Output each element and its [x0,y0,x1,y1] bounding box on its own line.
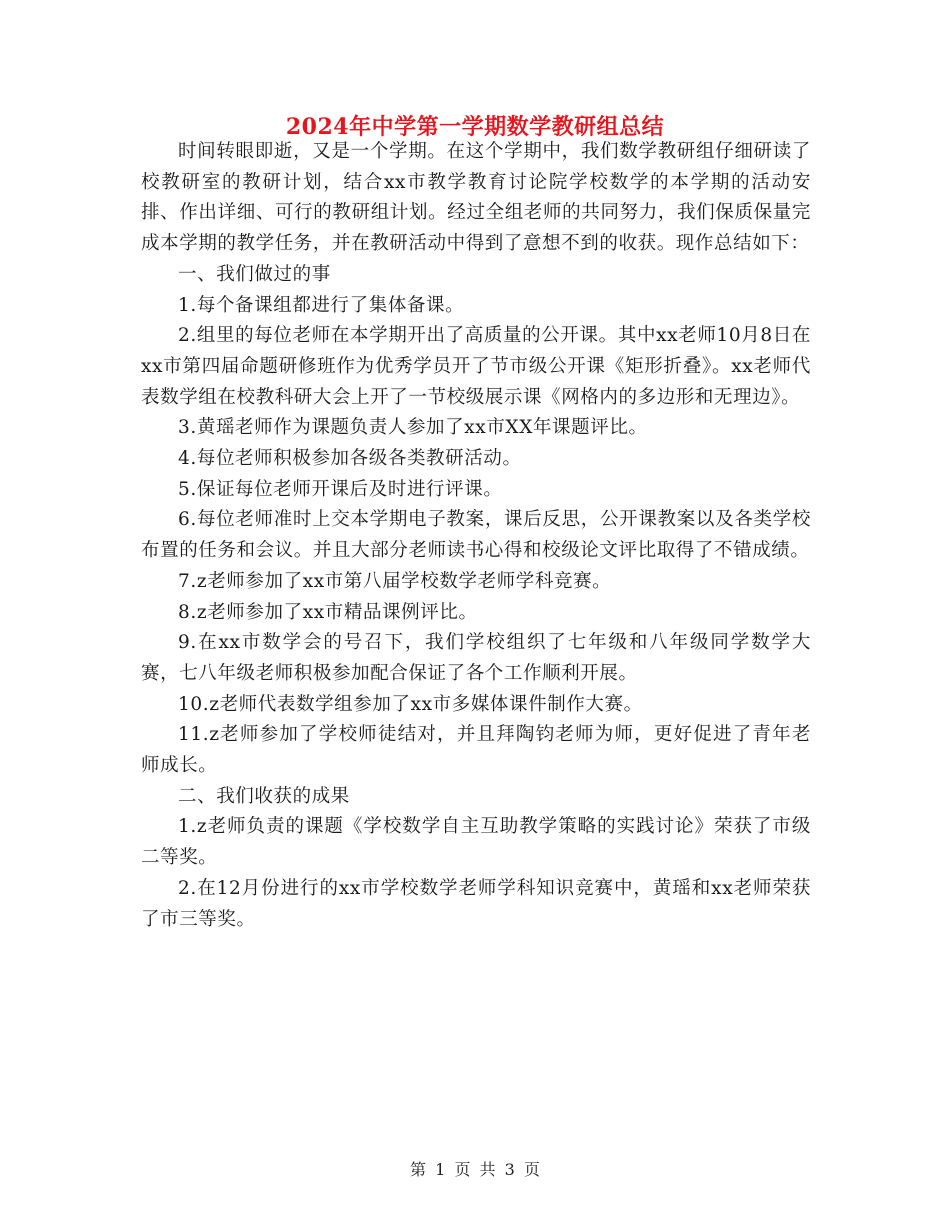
section-heading-achievements: 二、我们收获的成果 [178,785,350,807]
list-item: 6.每位老师准时上交本学期电子教案，课后反思，公开课教案以及各类学校布置的任务和会议。并且大部分老师读书心得和校级论文评比取得了不错成绩。 [141,509,811,562]
list-item: 2.在12月份进行的xx市学校数学老师学科知识竞赛中，黄瑶和xx老师荣获了市三等奖。 [141,877,811,930]
list-item: 2.组里的每位老师在本学期开出了高质量的公开课。其中xx老师10月8日在xx市第四届命题研修班作为优秀学员开了节市级公开课《矩形折叠》。xx老师代表数学组在校教科研大会上开了一节校级展示课《网格内的多边形和无理边》。 [141,325,811,408]
list-item: 11.z老师参加了学校师徒结对，并且拜陶钧老师为师，更好促进了青年老师成长。 [141,724,811,777]
document-body [141,137,811,935]
paragraph-intro: 时间转眼即逝，又是一个学期。在这个学期中，我们数学教研组仔细研读了校教研室的教研计划，结合xx市教学教育讨论院学校数学的本学期的活动安排、作出详细、可行的教研组计划。经过全组老师的共同努力，我们保质保量完成本学期的教学任务，并在教研活动中得到了意想不到的收获。现作总结如下： [141,141,811,255]
footer-total-prefix: 共 [479,1160,496,1179]
footer-page-number: 1 [435,1160,446,1179]
page-footer [0,1158,950,1182]
footer-page-unit: 页 [454,1160,471,1179]
list-item: 4.每位老师积极参加各级各类教研活动。 [178,448,522,470]
footer-total-pages: 3 [504,1160,515,1179]
list-item: 5.保证每位老师开课后及时进行评课。 [178,478,503,500]
list-item: 3.黄瑶老师作为课题负责人参加了xx市XX年课题评比。 [178,417,648,439]
list-item: 7.z老师参加了xx市第八届学校数学老师学科竞赛。 [178,570,612,592]
list-item: 8.z老师参加了xx市精品课例评比。 [178,601,478,623]
section-heading-activities: 一、我们做过的事 [178,263,331,285]
list-item: 1.每个备课组都进行了集体备课。 [178,294,465,316]
list-item: 10.z老师代表数学组参加了xx市多媒体课件制作大赛。 [178,693,643,715]
list-item: 9.在xx市数学会的号召下，我们学校组织了七年级和八年级同学数学大赛，七八年级老师积极参加配合保证了各个工作顺利开展。 [141,632,811,684]
document-title: 2024年中学第一学期数学教研组总结 [285,114,665,140]
list-item: 1.z老师负责的课题《学校数学自主互助教学策略的实践讨论》荣获了市级二等奖。 [141,816,811,869]
footer-total-unit: 页 [523,1160,540,1179]
footer-prefix: 第 [410,1160,427,1179]
